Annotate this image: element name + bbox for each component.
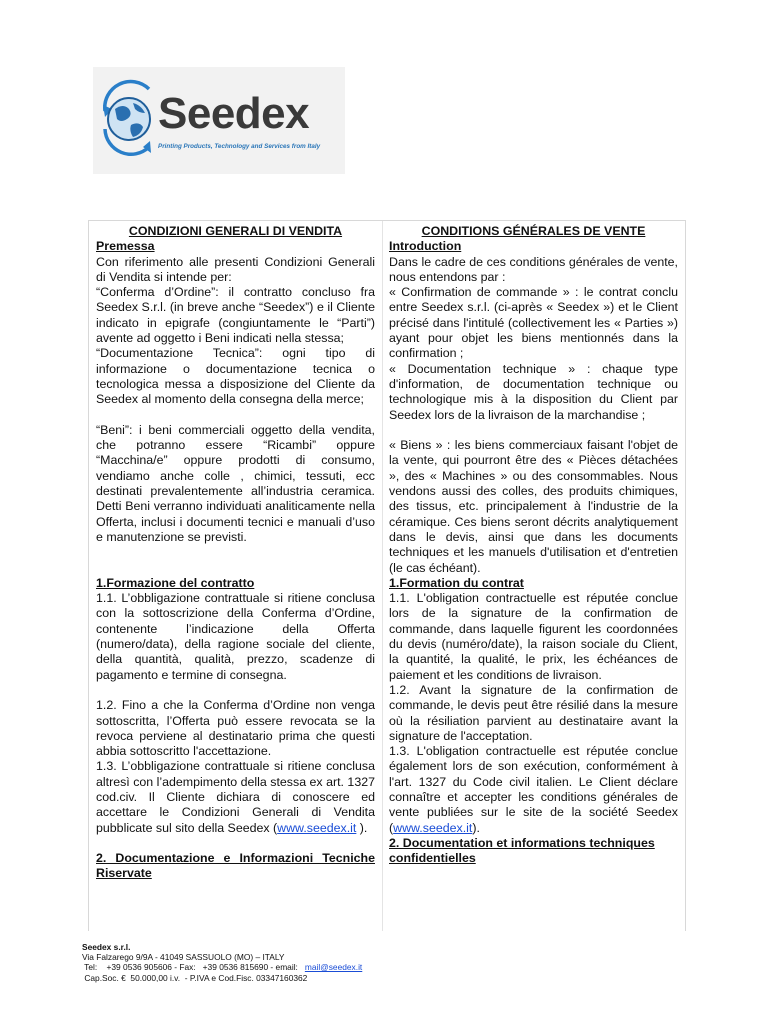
footer-capital: Cap.Soc. € 50.000,00 i.v. - P.IVA e Cod.Fisc. 03347160362 xyxy=(82,972,308,983)
seedex-website-link-it[interactable]: www.seedex.it xyxy=(277,820,357,835)
clause-1-2-it: 1.2. Fino a che la Conferma d’Ordine non venga sottoscritta, l’Offerta può essere revocata se la revoca perviene al destinatario prima che questi abbia sottoscritto l'accettazione. xyxy=(96,698,375,759)
clause-1-1-it: 1.1. L’obbligazione contrattuale si ritiene conclusa con la sottoscrizione della Conferma d’Ordine, contenente l’indicazione della Offerta (numero/data), della ragione sociale del cliente, della quantità, qualità, prezzo, scadenze di pagamento e termine di consegna. xyxy=(96,591,375,682)
conditions-table xyxy=(88,220,686,931)
clause-1-3-it: 1.3. L’obbligazione contrattuale si ritiene conclusa altresì con l’adempimento della stessa ex art. 1327 cod.civ. Il Cliente dichiara di conoscere ed accettare le Condizioni Generali di Vendita pubblicate sul sito della Seedex (www.seedex.it ). xyxy=(96,759,375,835)
clause-1-3-fr: 1.3. L'obligation contractuelle est réputée conclue également lors de son exécution, conformément à l'art. 1327 du Code civil italien. Le Client déclare connaître et accepter les conditions générales de vente publiées sur le site de la société Seedex (www.seedex.it). xyxy=(389,744,678,835)
biens-paragraph: « Biens » : les biens commerciaux faisant l'objet de la vente, qui pourront être des « Pièces détachées », des « Machines » ou des consommables. Nous vendons aussi des colles, des produits chimiques, des tissus, etc. principalement à l'industrie de la céramique. Ces biens seront décrits analytiquement dans le devis, ainsi que dans les documents techniques et les manuels d'utilisation et d'entretien (le cas échéant). xyxy=(389,438,678,575)
column-divider xyxy=(382,221,383,931)
italian-title: CONDIZIONI GENERALI DI VENDITA xyxy=(128,224,343,238)
intro-paragraph-2: « Confirmation de commande » : le contrat conclu entre Seedex s.r.l. (ci-après « Seedex ») et le Client précisé dans l'intitulé (collectivement les « Parties ») ayant pour objet les biens mentionnés dans la confirmation ; xyxy=(389,285,678,361)
logo-tagline: Printing Products, Technology and Services from Italy xyxy=(158,143,321,150)
beni-paragraph: “Beni”: i beni commerciali oggetto della vendita, che potranno essere “Ricambi” oppure “Macchina/e” oppure prodotti di consumo, vendiamo anche colle , chimici, tessuti, ecc destinati prevalentemente all’industria ceramica. Detti Beni verranno individuati analiticamente nella Offerta, inclusi i documenti tecnici e manuali d’uso e manutenzione se previsti. xyxy=(96,422,375,544)
footer-email-link[interactable]: mail@seedex.it xyxy=(304,962,363,973)
premessa-paragraph-3: “Documentazione Tecnica”: ogni tipo di informazione o documentazione tecnica o tecnologica messa a disposizione del Cliente da Seedex al momento della consegna della merce; xyxy=(96,346,375,407)
italian-column xyxy=(96,224,375,882)
footer-address: Via Falzarego 9/9A - 41049 SASSUOLO (MO) – ITALY xyxy=(82,952,285,963)
section-2-heading-it: 2. Documentazione e Informazioni Tecniche Riservate xyxy=(96,851,375,881)
clause-1-2-fr: 1.2. Avant la signature de la confirmation de commande, le devis peut être résilié dans la mesure où la résiliation parvient au destinataire avant la signature de l'acceptation. xyxy=(389,682,678,743)
premessa-paragraph-1: Con riferimento alle presenti Condizioni Generali di Vendita si intende per: xyxy=(96,254,375,284)
introduction-heading: Introduction xyxy=(389,239,462,254)
premessa-paragraph-2: “Conferma d’Ordine”: il contratto concluso fra Seedex S.r.l. (in breve anche “Seedex”) e il Cliente indicato in epigrafe (congiuntamente le “Parti”) avente ad oggetto i Beni indicati nella stessa; xyxy=(96,285,375,346)
french-column xyxy=(389,224,678,866)
globe-icon xyxy=(93,67,163,174)
section-1-heading-it: 1.Formazione del contratto xyxy=(96,575,255,590)
intro-paragraph-1: Dans le cadre de ces conditions générales de vente, nous entendons par : xyxy=(389,254,678,284)
clause-1-1-fr: 1.1. L'obligation contractuelle est réputée conclue lors de la signature de la confirmation de commande, dans laquelle figurent les coordonnées du devis (numéro/date), la raison sociale du Client, la quantité, la qualité, le prix, les échéances de paiement et les conditions de livraison. xyxy=(389,591,678,682)
section-1-heading-fr: 1.Formation du contrat xyxy=(389,575,524,590)
intro-paragraph-3: « Documentation technique » : chaque type d'information, de documentation technique ou technologique mis à la disposition du Client par Seedex lors de la livraison de la marchandise ; xyxy=(389,361,678,422)
seedex-website-link-fr[interactable]: www.seedex.it xyxy=(393,820,473,835)
seedex-logo xyxy=(93,67,345,174)
section-2-heading-fr: 2. Documentation et informations techniques confidentielles xyxy=(389,835,655,866)
logo-wordmark: Seedex xyxy=(158,89,310,138)
footer-company: Seedex s.r.l. xyxy=(82,942,131,952)
french-title: CONDITIONS GÉNÉRALES DE VENTE xyxy=(421,224,646,238)
page-footer xyxy=(82,942,362,983)
footer-contacts: Tel: +39 0536 905606 - Fax: +39 0536 815690 - email: mail@seedex.it xyxy=(82,962,363,973)
premessa-heading: Premessa xyxy=(96,239,155,254)
